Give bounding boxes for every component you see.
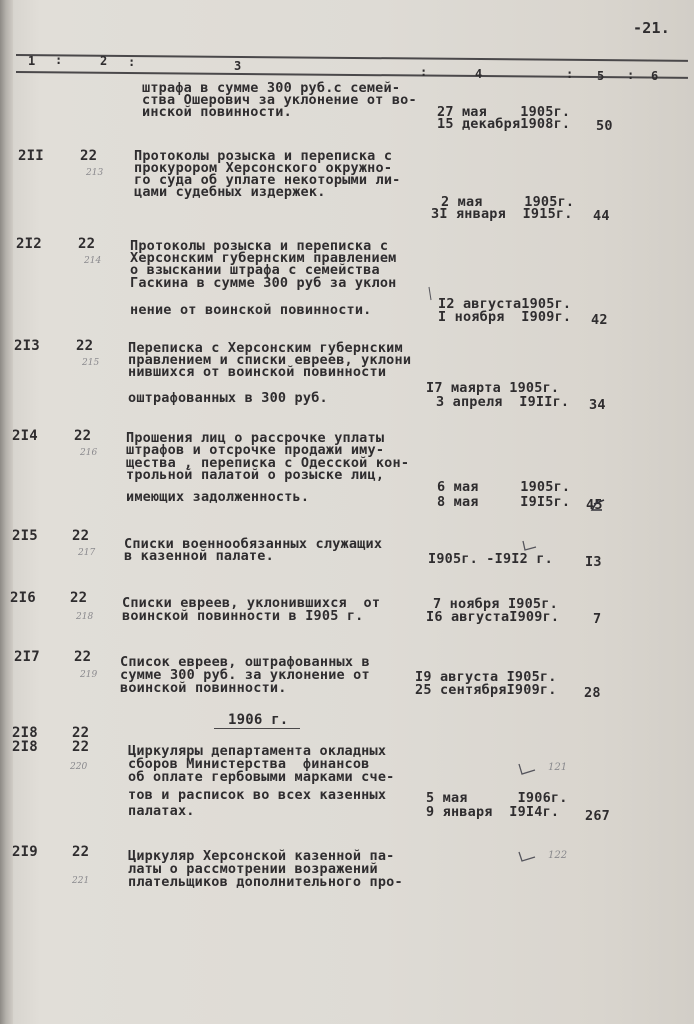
entry-number: 2I8	[12, 725, 38, 741]
entry-sheets: 45	[586, 497, 603, 513]
pencil-tick-icon	[429, 287, 431, 300]
entry-title-line: прокурором Херсонского окружно-	[134, 160, 393, 176]
entry-date-line: 8 мая I9I5г.	[437, 494, 571, 510]
entry-title-line: штрафов и отсрочке продажи иму-	[126, 442, 385, 458]
checkmark-icon	[523, 541, 536, 550]
entry-title-line: нение от воинской повинности.	[130, 302, 372, 318]
entry-title-line: Прошения лиц о рассрочке уплаты	[126, 430, 385, 446]
entry-volume: 22	[70, 590, 88, 606]
entry-title-line: Протоколы розыска и переписка с	[134, 148, 393, 164]
pencil-number: 213	[86, 168, 104, 178]
pencil-number: 214	[84, 256, 102, 266]
entry-title-line: оштрафованных в 300 руб.	[128, 390, 328, 406]
entry-number: 2I4	[12, 428, 38, 444]
entry-date-line: 15 декабря1908г.	[437, 116, 571, 132]
entry-date-line: 3I января I915г.	[431, 206, 573, 222]
entry-title-line: об оплате гербовыми марками сче-	[128, 769, 395, 785]
entry-date-line: I ноября I909г.	[438, 309, 572, 325]
pencil-number: 215	[82, 358, 100, 368]
entry-volume: 22	[74, 428, 92, 444]
entry-number: 2I3	[14, 338, 40, 354]
entry-date-line: 9 января I9I4г.	[426, 804, 560, 820]
entry-title-line: ства Ошерович за уклонение от во-	[142, 92, 417, 108]
entry-date-line: I7 маярта 1905г.	[426, 380, 560, 396]
entry-sheets: 267	[585, 808, 610, 824]
pencil-number: 220	[70, 762, 88, 772]
entry-title-line: нившихся от воинской повинности	[128, 364, 387, 380]
pencil-number: 219	[80, 670, 98, 680]
entry-sheets: 34	[589, 397, 606, 413]
entry-title-line: трольной палатой о розыске лиц,	[126, 467, 385, 483]
header-col-6: 6	[651, 69, 659, 83]
entry-number: 2I2	[16, 236, 42, 252]
entry-date-line: 2 мая 1905г.	[441, 194, 575, 210]
entry-date-line: 25 сентябряI909г.	[415, 682, 557, 698]
entry-title-line: палатах.	[128, 803, 195, 819]
header-sep: :	[566, 67, 574, 81]
entry-date-line: I9 августа I905г.	[415, 669, 557, 685]
entry-number: 2I7	[14, 649, 40, 665]
entry-title-line: правлением и списки евреев, уклони	[128, 352, 412, 368]
entry-date-line: 5 мая I906г.	[426, 790, 568, 806]
entry-sheets: 42	[591, 312, 608, 328]
entry-date-line: 7 ноября I905г.	[433, 596, 558, 612]
entry-date-line: I905г. -I9I2 г.	[428, 551, 553, 567]
entry-title-line: сборов Министерства финансов	[128, 756, 370, 772]
header-col-4: 4	[475, 67, 483, 81]
header-sep: :	[420, 65, 428, 79]
entry-number: 2I6	[10, 590, 36, 606]
entry-title-line: Гаскина в сумме 300 руб за уклон	[130, 275, 397, 291]
entry-volume: 22	[78, 236, 96, 252]
entry-title-line: Список евреев, оштрафованных в	[120, 654, 370, 670]
pencil-number: 217	[78, 548, 96, 558]
checkmark-icon	[519, 852, 535, 861]
entry-sheets: 50	[596, 118, 613, 134]
entry-title-line: Списки военнообязанных служащих	[124, 536, 383, 552]
entry-title-line: го суда об уплате некоторыми ли-	[134, 172, 401, 188]
entry-title-line: Списки евреев, уклонившихся от	[122, 595, 381, 611]
entry-date-line: I6 августаI909г.	[426, 609, 560, 625]
entry-title-line: Циркуляр Херсонской казенной па-	[128, 848, 395, 864]
entry-title-line: штрафа в сумме 300 руб.с семей-	[142, 80, 401, 96]
entry-date-line: 27 мая 1905г.	[437, 104, 571, 120]
entry-title-line: сумме 300 руб. за уклонение от	[120, 667, 370, 683]
entry-title-line: цами судебных издержек.	[134, 184, 326, 200]
header-col-2: 2	[100, 54, 108, 68]
year-heading: 1906 г.	[228, 712, 289, 728]
entry-volume: 22	[72, 739, 90, 755]
entry-title-line: Херсонским губернским правлением	[130, 250, 397, 266]
entry-date-line: 6 мая 1905г.	[437, 479, 571, 495]
entry-volume: 22	[72, 844, 90, 860]
entry-date-line: 3 апреля I9IIг.	[436, 394, 570, 410]
entry-title-line: Переписка с Херсонским губернским	[128, 340, 403, 356]
entry-sheets: 44	[593, 208, 610, 224]
entry-sheets: 7	[593, 611, 602, 627]
margin-note: 122	[548, 850, 568, 861]
entry-number: 2I8	[12, 739, 38, 755]
entry-volume: 22	[76, 338, 94, 354]
entry-number: 2I9	[12, 844, 38, 860]
pen-correction-icon	[592, 500, 604, 510]
entry-number: 2II	[18, 148, 44, 164]
entry-volume: 22	[80, 148, 98, 164]
header-col-1: 1	[28, 54, 36, 68]
entry-title-line: щества , переписка с Одесской кон-	[126, 455, 410, 471]
entry-title-line: воинской повинности в I905 г.	[122, 608, 364, 624]
entry-title-line: плательщиков дополнительного про-	[128, 874, 403, 890]
entry-title-line: Протоколы розыска и переписка с	[130, 238, 389, 254]
entry-sheets: I3	[585, 554, 602, 570]
entry-title-line: Циркуляры департамента окладных	[128, 743, 387, 759]
entry-volume: 22	[72, 725, 90, 741]
entry-title-line: воинской повинности.	[120, 680, 287, 696]
checkmark-icon	[519, 764, 535, 774]
entry-volume: 22	[72, 528, 90, 544]
entry-title-line: латы о рассмотрении возражений	[128, 861, 378, 877]
entry-title-line: о взыскании штрафа с семейства	[130, 262, 380, 278]
entry-number: 2I5	[12, 528, 38, 544]
page-number: -21.	[633, 19, 670, 37]
header-sep: :	[55, 53, 63, 67]
pencil-number: 216	[80, 448, 98, 458]
margin-note: 121	[548, 762, 568, 773]
pencil-number: 221	[72, 876, 90, 886]
header-sep: :	[128, 55, 136, 69]
entry-title-line: тов и расписок во всех казенных	[128, 787, 387, 803]
header-col-3: 3	[234, 59, 242, 73]
entry-title-line: имеющих задолженность.	[126, 489, 310, 505]
header-sep: :	[627, 68, 635, 82]
entry-date-line: I2 августа1905г.	[438, 296, 572, 312]
header-col-5: 5	[597, 69, 605, 83]
entry-title-line: инской повинности.	[142, 104, 292, 120]
entry-volume: 22	[74, 649, 92, 665]
entry-sheets: 28	[584, 685, 601, 701]
pencil-number: 218	[76, 612, 94, 622]
entry-title-line: в казенной палате.	[124, 548, 274, 564]
